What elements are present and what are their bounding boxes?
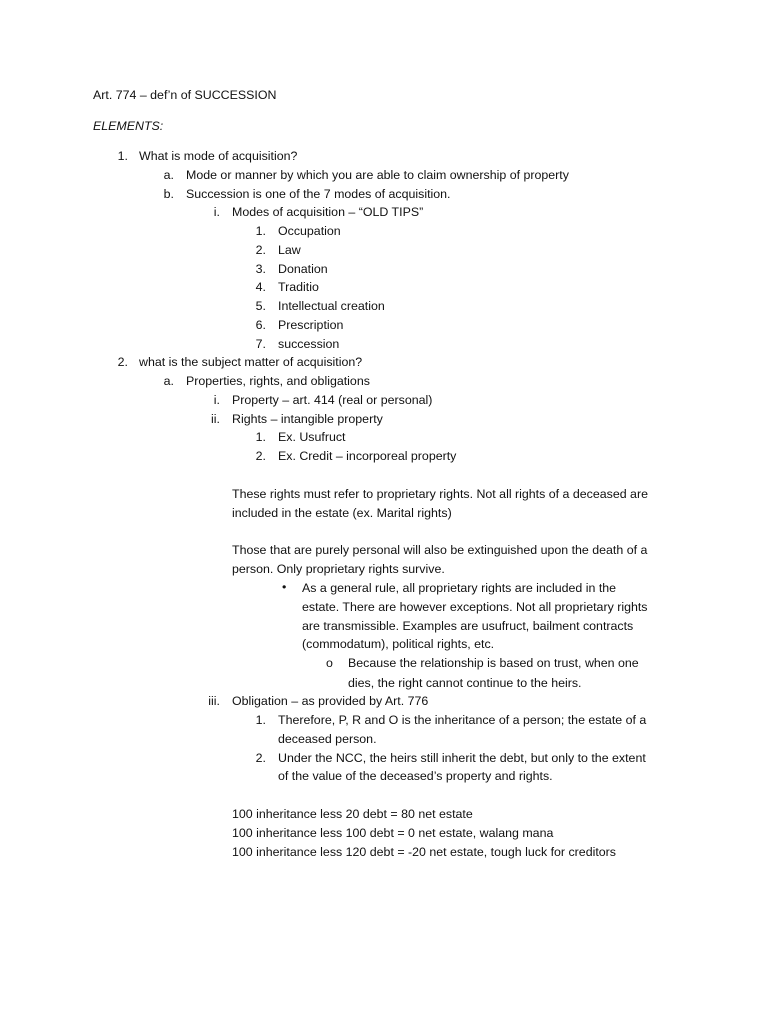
list-item: Modes of acquisition – “OLD TIPS” xyxy=(232,205,424,219)
paragraph-line: included in the estate (ex. Marital rights) xyxy=(232,506,452,520)
list-item: Properties, rights, and obligations xyxy=(186,374,370,388)
list-item: What is mode of acquisition? xyxy=(139,149,298,163)
document-title: Art. 774 – def’n of SUCCESSION xyxy=(93,88,277,102)
list-marker: ii. xyxy=(211,412,220,426)
bullet-line: are transmissible. Examples are usufruct, bailment contracts xyxy=(302,619,634,633)
list-item: Mode or manner by which you are able to claim ownership of property xyxy=(186,168,569,182)
elements-label: ELEMENTS: xyxy=(93,119,164,133)
list-item-line: of the value of the deceased’s property and rights. xyxy=(278,769,553,783)
list-item: Rights – intangible property xyxy=(232,412,383,426)
list-item: Property – art. 414 (real or personal) xyxy=(232,393,433,407)
list-marker: 2. xyxy=(117,355,128,369)
list-item-line: Therefore, P, R and O is the inheritance of a person; the estate of a xyxy=(278,713,647,727)
example-line: 100 inheritance less 100 debt = 0 net estate, walang mana xyxy=(232,826,554,840)
subbullet-line: dies, the right cannot continue to the heirs. xyxy=(348,676,582,690)
paragraph-line: person. Only proprietary rights survive. xyxy=(232,562,445,576)
subbullet-line: Because the relationship is based on trust, when one xyxy=(348,656,639,670)
list-marker: 6. xyxy=(255,318,266,332)
list-marker: 4. xyxy=(255,280,266,294)
list-item: Occupation xyxy=(278,224,341,238)
list-marker: b. xyxy=(163,187,174,201)
list-item: what is the subject matter of acquisition? xyxy=(139,355,363,369)
list-marker: 5. xyxy=(255,299,266,313)
list-marker: 3. xyxy=(255,262,266,276)
list-marker: a. xyxy=(163,374,174,388)
list-marker: 1. xyxy=(255,224,266,238)
list-marker: 1. xyxy=(117,149,128,163)
list-marker: 2. xyxy=(255,751,266,765)
list-item: Intellectual creation xyxy=(278,299,385,313)
list-marker: a. xyxy=(163,168,174,182)
example-line: 100 inheritance less 120 debt = -20 net estate, tough luck for creditors xyxy=(232,845,617,859)
list-item-line: Under the NCC, the heirs still inherit the debt, but only to the extent xyxy=(278,751,646,765)
list-marker: 1. xyxy=(255,713,266,727)
list-item: Succession is one of the 7 modes of acquisition. xyxy=(186,187,451,201)
subbullet-marker: o xyxy=(326,656,333,670)
example-line: 100 inheritance less 20 debt = 80 net estate xyxy=(232,807,473,821)
list-marker: 1. xyxy=(255,430,266,444)
list-marker: i. xyxy=(213,205,220,219)
list-item-line: deceased person. xyxy=(278,732,377,746)
list-item: Law xyxy=(278,243,301,257)
bullet-line: (commodatum), political rights, etc. xyxy=(302,637,495,651)
list-item: Obligation – as provided by Art. 776 xyxy=(232,694,429,708)
paragraph-line: Those that are purely personal will also be extinguished upon the death of a xyxy=(232,543,648,557)
list-marker: i. xyxy=(213,393,220,407)
list-item: Ex. Credit – incorporeal property xyxy=(278,449,457,463)
bullet-line: estate. There are however exceptions. Not all proprietary rights xyxy=(302,600,648,614)
list-marker: 2. xyxy=(255,243,266,257)
paragraph-line: These rights must refer to proprietary rights. Not all rights of a deceased are xyxy=(232,487,648,501)
list-marker: 2. xyxy=(255,449,266,463)
list-item: succession xyxy=(278,337,340,351)
bullet-marker: • xyxy=(282,580,287,594)
list-item: Traditio xyxy=(278,280,319,294)
list-item: Ex. Usufruct xyxy=(278,430,346,444)
list-marker: 7. xyxy=(255,337,266,351)
list-marker: iii. xyxy=(208,694,220,708)
list-item: Donation xyxy=(278,262,328,276)
bullet-line: As a general rule, all proprietary rights are included in the xyxy=(302,581,617,595)
list-item: Prescription xyxy=(278,318,344,332)
